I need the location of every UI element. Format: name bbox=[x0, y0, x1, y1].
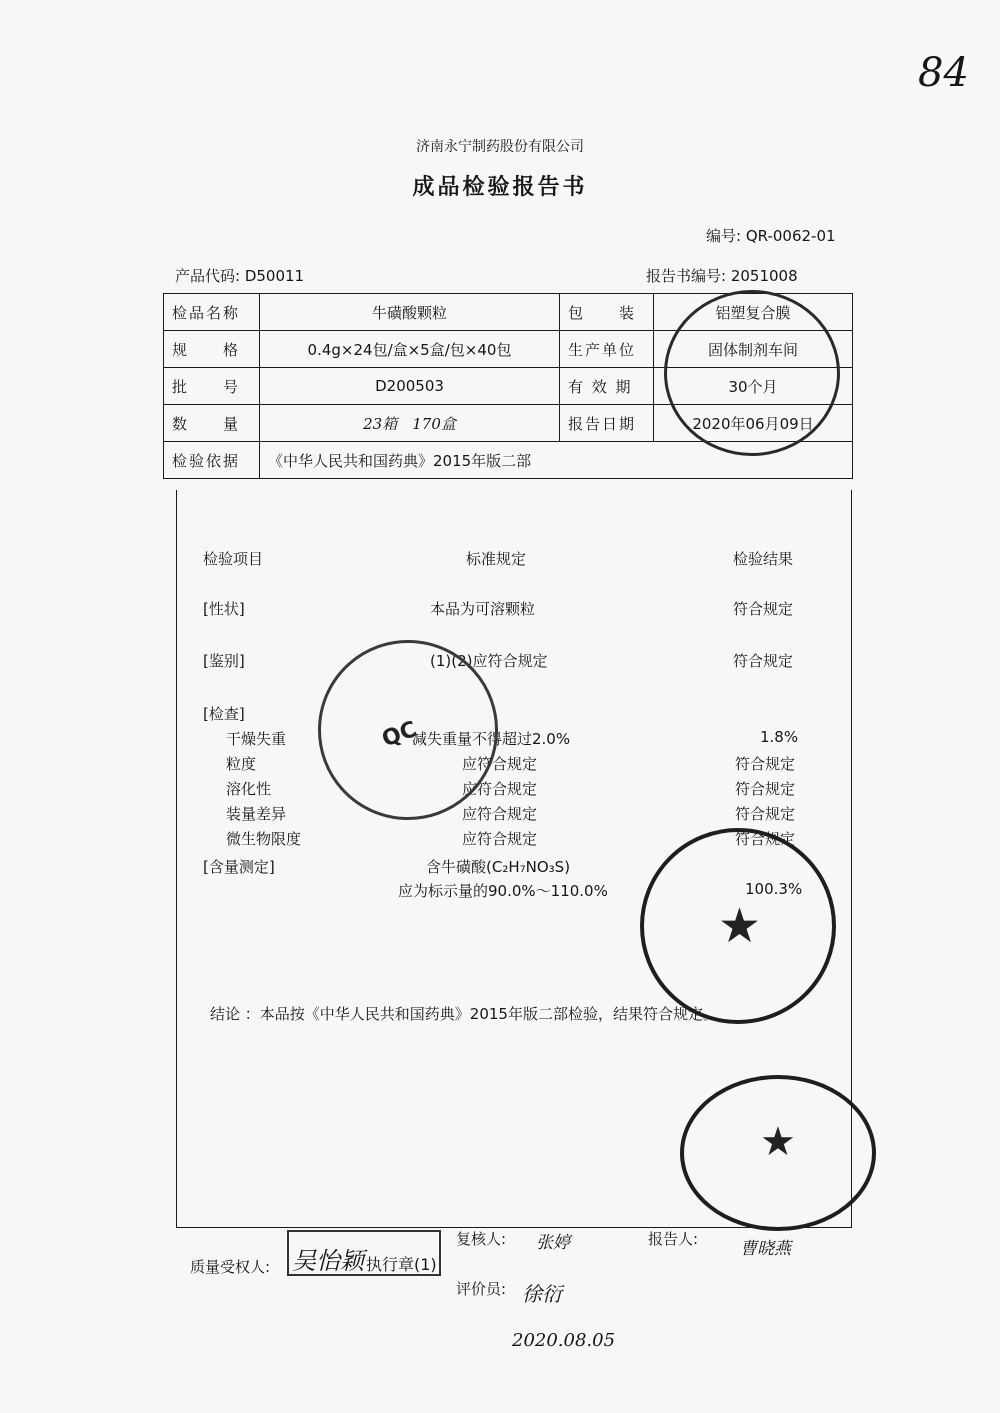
header-standard: 标准规定 bbox=[466, 550, 527, 568]
check-standard: 应符合规定 bbox=[462, 830, 538, 848]
assay-standard-line2: 应为标示量的90.0%～110.0% bbox=[398, 882, 608, 900]
report-date-label: 报告日期 bbox=[560, 405, 654, 442]
check-item: 溶化性 bbox=[226, 780, 272, 798]
document-code: 编号: QR-0062-01 bbox=[706, 227, 836, 245]
manufacturer-value: 固体制剂车间 bbox=[654, 331, 853, 368]
check-result: 符合规定 bbox=[735, 755, 796, 773]
basis-label: 检验依据 bbox=[164, 442, 260, 479]
check-result: 1.8% bbox=[760, 728, 799, 746]
reviewer-signature: 张婷 bbox=[536, 1233, 570, 1253]
identification-item: [鉴别] bbox=[203, 652, 245, 670]
report-number: 报告书编号: 2051008 bbox=[646, 267, 798, 285]
seller-stamp: ★ bbox=[640, 828, 836, 1024]
inspection-label: [检查] bbox=[203, 705, 245, 723]
spec-label: 规 格 bbox=[164, 331, 260, 368]
qc-stamp-middle: QC bbox=[293, 615, 524, 846]
expiry-value: 30个月 bbox=[654, 368, 853, 405]
batch-label: 批 号 bbox=[164, 368, 260, 405]
qa-signature: 吴怡颖 bbox=[292, 1247, 364, 1275]
assay-standard-line1: 含牛磺酸(C₂H₇NO₃S) bbox=[426, 858, 571, 876]
document-title: 成品检验报告书 bbox=[412, 175, 588, 200]
check-standard: 应符合规定 bbox=[462, 805, 538, 823]
header-test-item: 检验项目 bbox=[203, 550, 264, 568]
company-name: 济南永宁制药股份有限公司 bbox=[416, 139, 584, 155]
qc-stamp-top bbox=[664, 290, 840, 456]
basis-value: 《中华人民共和国药典》2015年版二部 bbox=[260, 442, 853, 479]
package-value: 铝塑复合膜 bbox=[654, 294, 853, 331]
header-result: 检验结果 bbox=[733, 550, 794, 568]
manufacturer-label: 生产单位 bbox=[560, 331, 654, 368]
page-number: 84 bbox=[918, 50, 969, 96]
check-item: 微生物限度 bbox=[226, 830, 302, 848]
reporter-signature: 曹晓燕 bbox=[740, 1239, 791, 1259]
check-item: 装量差异 bbox=[226, 805, 287, 823]
check-result: 符合规定 bbox=[735, 805, 796, 823]
check-item: 干燥失重 bbox=[226, 730, 287, 748]
check-result: 符合规定 bbox=[735, 830, 796, 848]
check-standard: 应符合规定 bbox=[462, 780, 538, 798]
assay-result: 100.3% bbox=[745, 880, 803, 898]
product-code: 产品代码: D50011 bbox=[175, 267, 305, 285]
product-name-label: 检品名称 bbox=[164, 294, 260, 331]
check-standard: 减失重量不得超过2.0% bbox=[412, 730, 571, 748]
reporter-label: 报告人: bbox=[648, 1230, 699, 1248]
check-standard: 应符合规定 bbox=[462, 755, 538, 773]
identification-result: 符合规定 bbox=[733, 652, 794, 670]
expiry-label: 有 效 期 bbox=[560, 368, 654, 405]
check-result: 符合规定 bbox=[735, 780, 796, 798]
appearance-item: [性状] bbox=[203, 600, 245, 618]
batch-value: D200503 bbox=[260, 368, 560, 405]
conclusion: 结论 ：本品按《中华人民共和国药典》2015年版二部检验，结果符合规定。 bbox=[210, 1005, 718, 1023]
report-date-value: 2020年06月09日 bbox=[654, 405, 853, 442]
qa-label: 质量受权人: bbox=[190, 1258, 271, 1276]
appearance-result: 符合规定 bbox=[733, 600, 794, 618]
reviewer-label: 复核人: bbox=[456, 1230, 507, 1248]
quantity-label: 数 量 bbox=[164, 405, 260, 442]
identification-standard: (1)(2)应符合规定 bbox=[430, 652, 548, 670]
quantity-value: 23箱 170盒 bbox=[260, 405, 560, 442]
assay-item: [含量测定] bbox=[203, 858, 275, 876]
evaluator-label: 评价员: bbox=[456, 1280, 507, 1298]
spec-value: 0.4g×24包/盒×5盒/包×40包 bbox=[260, 331, 560, 368]
buyer-stamp: ★ bbox=[680, 1075, 876, 1231]
handwritten-date: 2020.08.05 bbox=[512, 1330, 616, 1351]
qa-stamp-text: 执行章(1) bbox=[366, 1255, 437, 1274]
check-item: 粒度 bbox=[226, 755, 257, 773]
product-name-value: 牛磺酸颗粒 bbox=[260, 294, 560, 331]
appearance-standard: 本品为可溶颗粒 bbox=[430, 600, 536, 618]
evaluator-signature: 徐衍 bbox=[522, 1282, 562, 1306]
package-label: 包 装 bbox=[560, 294, 654, 331]
